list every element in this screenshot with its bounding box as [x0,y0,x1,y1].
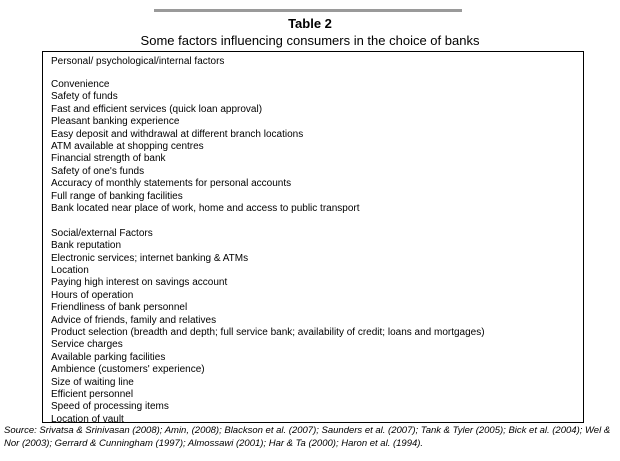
list-item: Pleasant banking experience [51,116,180,128]
table-number: Table 2 [288,16,332,31]
section-gap [51,68,583,79]
table-caption: Some factors influencing consumers in the choice of banks [140,33,480,48]
social-factors-list [51,240,583,426]
top-rule [154,9,462,12]
list-item: Paying high interest on savings account [51,277,228,289]
list-item: Financial strength of bank [51,153,166,165]
list-item: Ambience (customers' experience) [51,364,205,376]
factors-box [42,51,584,423]
list-item: Easy deposit and withdrawal at different branch locations [51,128,304,140]
list-item: Efficient personnel [51,389,134,401]
list-item: Service charges [51,339,123,351]
personal-factors-list [51,79,583,215]
list-item: Size of waiting line [51,376,134,388]
list-item: Location of vault [51,413,124,425]
list-item: Speed of processing items [51,401,169,413]
list-item: ATM available at shopping centres [51,140,204,152]
list-item: Available parking facilities [51,351,166,363]
list-item: Location [51,264,89,276]
list-item: Fast and efficient services (quick loan approval) [51,103,263,115]
list-item: Product selection (breadth and depth; full service bank; availability of credit; loans and mortgages) [51,327,485,339]
source-note: Source: Srivatsa & Srinivasan (2008); Amin, (2008); Blackson et al. (2007); Saunders et al. (2007); Tank & Tyler (2005); Bick et al. (2004); Wel & Nor (2003); Gerrard & Cunningham (1997); Almossawi (2001); Har & Ta (2000); Haron et al. (1994). [4,425,611,449]
social-factors-heading: Social/external Factors [51,227,153,239]
list-item: Advice of friends, family and relatives [51,314,217,326]
list-item: Bank located near place of work, home and access to public transport [51,202,360,214]
section-gap [51,215,583,227]
list-item: Bank reputation [51,240,122,252]
list-item: Full range of banking facilities [51,190,183,202]
personal-factors-heading: Personal/ psychological/internal factors [51,56,225,67]
list-item: Convenience [51,78,110,90]
list-item: Electronic services; internet banking & ATMs [51,252,249,264]
list-item: Friendliness of bank personnel [51,302,188,314]
list-item: Safety of funds [51,91,118,103]
list-item: Safety of one's funds [51,165,145,177]
list-item: Accuracy of monthly statements for personal accounts [51,178,292,190]
list-item: Hours of operation [51,289,134,301]
